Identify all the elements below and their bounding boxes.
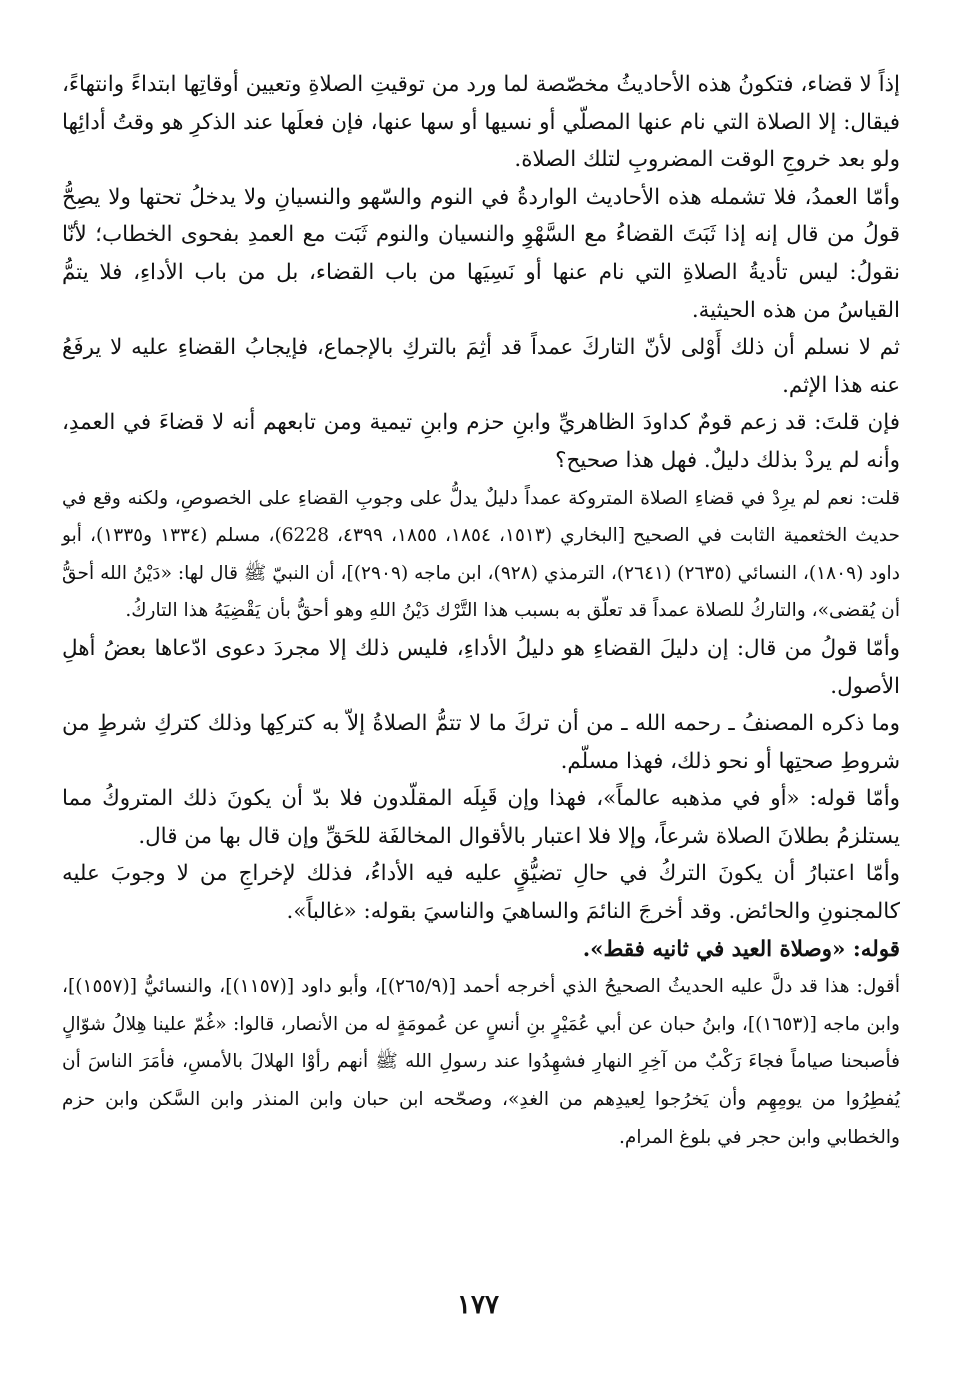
section-heading: قوله: «وصلاة العيد في ثانيه فقط». xyxy=(582,936,900,962)
page-body xyxy=(62,66,900,1156)
paragraph-9: وأمّا اعتبارُ أن يكونَ التركُ في حالِ تضيُّقٍ عليه فيه الأداءُ، فذلك لإخراجِ من لا وجوبَ عليه كالمجنونِ والحائض. وقد أخرجَ النائمَ والساهيَ والناسيَ بقوله: «غالباً». xyxy=(62,861,900,925)
paragraph-8: وأمّا قوله: «أو في مذهبه عالماً»، فهذا وإن قَبِلَه المقلّدون فلا بدّ أن يكونَ ذلك المتروكُ مما يستلزمُ بطلانَ الصلاة شرعاً، وإلا فلا اعتبار بالأقوال المخالفَة للحَقِّ وإن قال بها من قال. xyxy=(62,786,900,849)
paragraph-11: أقول: هذا قد دلَّ عليه الحديثُ الصحيحُ الذي أخرجه أحمد [(٢٦٥/٩)]، وأبو داود [(١١٥٧)]، والنسائيُّ [(١٥٥٧)]، وابن ماجه [(١٦٥٣)]، وابنُ حبان عن أبي عُمَيْرٍ بنِ أنسٍ عن عُمومَةٍ له من الأنصار، قالوا: «غُمّ علينا هِلالُ شوّالٍ فأصبحنا صياماً فجاءَ رَكْبٌ من آخِرِ النهارِ فشهِدُوا عند رسولِ الله ﷺ أنهم رأوْا الهلالَ بالأمسِ، فأمَرَ الناسَ أن يُفطِرُوا من يومِهِم وأن يَخرُجوا لِعيدِهم من الغدِ»، وصحّحه ابن حبان وابن المنذر وابن السَّكن وابن حزم والخطابي وابن حجر في بلوغ المرام. xyxy=(62,976,900,1148)
paragraph-5: قلت: نعم لم يرِدْ في قضاءِ الصلاة المتروكة عمداً دليلٌ يدلُّ على وجوبِ القضاءِ على الخصوصِ، ولكنه وقع في حديث الخثعمية الثابت في الصحيح [البخاري (١٥١٣، ١٨٥٤، ١٨٥٥، ٤٣٩٩، 6228)، مسلم (١٣٣٤ و١٣٣٥)، أبو داود (١٨٠٩)، النسائي (٢٦٣٥) (٢٦٤١)، الترمذي (٩٢٨)، ابن ماجه (٢٩٠٩)]، أن النبيّ ﷺ قال لها: «دَيْنُ الله أحقُّ أن يُقضى»، والتاركُ للصلاة عمداً قد تعلّق به بسبب هذا التَّرْك دَيْنُ اللهِ وهو أحقُّ بأن يَقْضِيَهُ هذا التاركُ. xyxy=(62,487,901,622)
paragraph-2: وأمّا العمدُ، فلا تشمله هذه الأحاديث الواردةُ في النوم والسّهو والنسيانِ ولا يدخلُ تحتها ولا يصِحُّ قولُ من قال إنه إذا ثَبَتَ القضاءُ مع السَّهْوِ والنسيان والنوم ثَبَت مع العمدِ بفحوى الخطاب؛ لأنّا نقولُ: ليس تأديةُ الصلاةِ التي نام عنها أو نَسِيَها من باب القضاء، بل من باب الأداءِ، فلا يتمُّ القياسُ من هذه الحيثية. xyxy=(62,184,900,323)
paragraph-6: وأمّا قولُ من قال: إن دليلَ القضاءِ هو دليلُ الأداءِ، فليس ذلك إلا مجردَ دعوى ادّعاها بعضُ أهلِ الأصول. xyxy=(62,635,900,699)
paragraph-3: ثم لا نسلم أن ذلك أَوْلى لأنّ التاركَ عمداً قد أثِمَ بالتركِ بالإجماع، فإيجابُ القضاءِ عليه لا يرفَعُ عنه هذا الإثم. xyxy=(62,335,900,398)
paragraph-7: وما ذكره المصنفُ ـ رحمه الله ـ من أن تركَ ما لا تتمُّ الصلاةُ إلاّ به كتركِها وذلك كتركِ شرطٍ من شروطِ صحتِها أو نحو ذلك، فهذا مسلّم. xyxy=(62,711,900,774)
paragraph-1: إذاً لا قضاء، فتكونُ هذه الأحاديثُ مخصّصة لما ورد من توقيتِ الصلاةِ وتعيين أوقاتِها ابتداءً وانتهاءً، فيقال: إلا الصلاة التي نام عنها المصلّي أو نسيها أو سها عنها، فإن فعلَها عند الذكرِ هو وقتُ أدائِها ولو بعد خروجِ الوقت المضروبِ لتلك الصلاة. xyxy=(62,72,900,173)
page-number: ١٧٧ xyxy=(457,1290,499,1320)
paragraph-4: فإن قلتَ: قد زعم قومٌ كداودَ الظاهريِّ وابنِ حزم وابنِ تيمية ومن تابعهم أنه لا قضاءَ في العمدِ، وأنه لم يردْ بذلك دليلٌ. فهل هذا صحيح؟ xyxy=(62,410,900,473)
